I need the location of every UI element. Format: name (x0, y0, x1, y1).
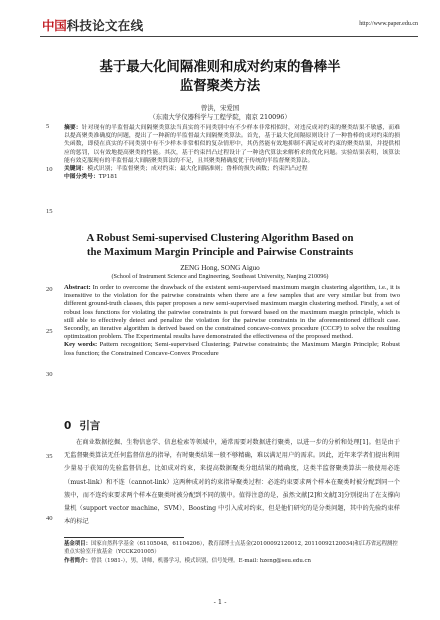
header-divider (40, 36, 418, 37)
english-abstract-block (64, 284, 400, 358)
logo-main-text: 科技论文在线 (66, 19, 144, 33)
line-number: 20 (46, 286, 53, 293)
introduction-text: 在商业数据挖掘、生物信息学、信息检索等领域中，通常需要对数据进行聚类，以进一步的分析和处理[1]。但是由于无监督聚类算法无任何监督信息的指导，有时聚类结果一般不够精确，难以满足用户的需求。因此，近年来学者们提出利用少量易于获知的先验监督信息，比如成对约束，来提高数据聚类分组结果的精确度，这类半监督聚类算法一般使用必连（must-link）和不连（cannot-link）这两种成对的约束指导聚类过程：必连约束要求两个样本在聚类时被分配到同一个簇中，而不连约束要求两个样本在聚类时被分配到不同的簇中。值得注意的是，虽然文献[2]和文献[3]分别提出了在支撑向量机（support vector machine，SVM）、Boosting 中引入成对约束，但是他们研究的是分类问题，其中的先验约束样本的标记 (64, 439, 400, 526)
line-number: 35 (46, 453, 53, 460)
chinese-abstract (64, 124, 400, 165)
clc-number (64, 173, 400, 181)
section-heading (64, 418, 100, 433)
chinese-authors: 曾洪，宋爱国 (200, 104, 240, 112)
logo-china-text: 中国 (42, 19, 67, 33)
chinese-keywords-text: 模式识别；半监督聚类；成对约束；最大化间隔准则；鲁棒的损失函数；约束凹凸过程 (87, 166, 308, 173)
line-number: 40 (46, 515, 53, 522)
chinese-title-line-1: 基于最大化间隔准则和成对约束的鲁棒半 (99, 60, 341, 75)
chinese-keywords (64, 165, 400, 173)
chinese-abstract-label: 摘要： (64, 125, 82, 131)
footnote-funding-text: 国家自然科学基金（61105048，61104206），教育部博士点基金(20100092120012, 20110092120034)和江苏省远程测控重点实验室开放基金（YCCK201005） (64, 541, 398, 555)
site-url-link[interactable]: http://www.paper.edu.cn (359, 21, 418, 27)
line-number: 5 (46, 123, 50, 130)
line-number: 15 (46, 208, 53, 215)
chinese-title-line-2: 监督聚类方法 (179, 79, 261, 94)
footnote-divider (64, 537, 184, 538)
english-abstract (64, 284, 400, 341)
english-affiliation: (School of Instrument Science and Engineering, Southeast University, Nanjing 210096) (111, 273, 329, 280)
clc-value: TP181 (98, 174, 118, 181)
site-logo[interactable] (42, 16, 143, 34)
page-header (22, 2, 418, 38)
line-number: 25 (46, 328, 53, 335)
chinese-affiliation: （东南大学仪器科学与工程学院，南京 210096） (149, 113, 291, 121)
english-keywords-text: Pattern recognition; Semi-supervised Clustering; Pairwise constraints; the Maximum Margin Principle; Robust loss function; the Constrained Concave-Convex Procedure (64, 341, 400, 357)
chinese-abstract-block (64, 124, 400, 181)
footnote-author-text: 曾洪（1981-），男，讲师，机器学习，模式识别，信号处理。E-mail: hzeng@seu.edu.cn (90, 558, 312, 564)
page-number: - 1 - (213, 598, 227, 606)
chinese-keywords-label: 关键词： (64, 166, 88, 173)
footnote-funding (64, 541, 400, 557)
english-keywords-label: Key words: (64, 341, 98, 349)
section-title: 引言 (79, 420, 101, 432)
chinese-title (50, 58, 390, 96)
footnote-author (64, 558, 400, 566)
english-abstract-label: Abstract: (64, 284, 91, 291)
english-title (50, 231, 390, 259)
footnote-funding-label: 基金项目： (64, 541, 91, 547)
english-keywords (64, 341, 400, 357)
footnote-author-label: 作者简介： (64, 558, 91, 564)
line-number: 30 (46, 371, 53, 378)
english-title-line-2: the Maximum Margin Principle and Pairwise Constraints (86, 246, 354, 258)
english-authors: ZENG Hong, SONG Aiguo (180, 264, 260, 272)
chinese-abstract-text: 针对现有的半监督最大间隔聚类算法当真实的不同类别中有不少样本非常相似时，对违反成对约束的聚类结果不敏感，而难以提高聚类准确度的问题，提出了一种新的半监督最大间隔聚类算法。首先，基于最大化间隔原则设计了一种鲁棒的成对约束的损失函数，即使在真实的不同类别中有不少样本非常相似的复杂情形中，其仍然能有效地抑制不满足成对约束的聚类结果，并提供相应的惩罚，以有效地提高聚类的性能。其次，基于约束凹凸过程设计了一种迭代算法来解析求的优化问题。实验结果表明，该算法能有效克服现有的半监督最大间隔聚类算法的不足，且其聚类精确度优于传统的半监督聚类算法。 (64, 125, 400, 164)
section-number: 0 (64, 420, 72, 432)
introduction-block (64, 436, 400, 528)
clc-label: 中图分类号： (64, 174, 99, 181)
english-abstract-text: In order to overcome the drawback of the existent semi-supervised maximum margin clustering algorithm, i.e., it is insensitive to the violation for the pairwise constraints when there are a few samples that are very similar but from two different ground-truth classes, this paper proposes a new semi-supervised maximum margin clustering method. Firstly, a set of robust loss functions for violating the pairwise constraints is put forward based on the maximum margin principle, which is still able to effectively detect and penalize the violation for the pairwise constraints in the aforementioned difficult case. Secondly, an iterative algorithm is derived based on the constrained concave-convex procedure (CCCP) to solve the resulting optimization problem. The Experimental results have demonstrated the effectiveness of the proposed method. (64, 284, 400, 341)
english-title-line-1: A Robust Semi-supervised Clustering Algorithm Based on (86, 232, 354, 244)
line-number: 10 (46, 166, 53, 173)
